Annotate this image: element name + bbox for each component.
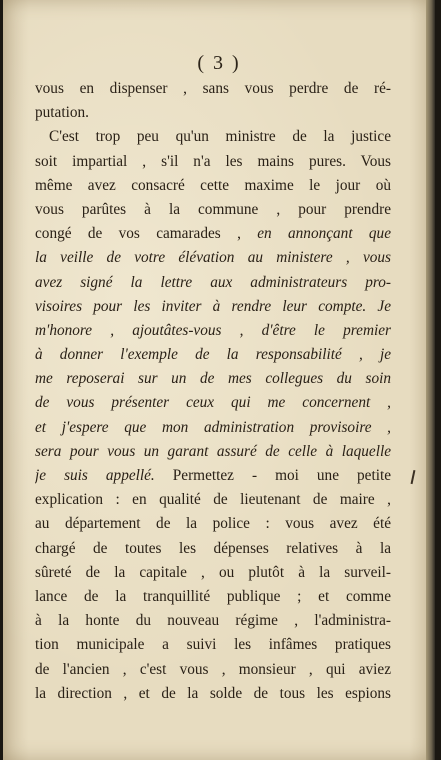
italic-text-segment: de vous présenter ceux qui me concernent , [35,394,391,412]
text-segment: même avez consacré cette maxime le jour où [35,176,391,194]
italic-text-segment: la veille de votre élévation au ministere , vous [35,249,391,267]
text-segment: tion municipale a suivi les infâmes pratiques [35,636,391,654]
book-spine [426,0,435,760]
text-segment: vous parûtes à la commune , pour prendre [35,200,391,218]
text-line [35,343,391,367]
italic-text-segment: à donner l'exemple de la responsabilité , je [35,346,391,364]
text-line [35,391,391,415]
text-line [35,198,391,222]
text-segment: explication : en qualité de lieutenant de maire , [35,491,391,509]
text-line [35,512,391,536]
text-line [35,609,391,633]
text-segment: au département de la police : vous avez été [35,515,391,533]
text-line [35,585,391,609]
text-segment: vous en dispenser , sans vous perdre de ré- [35,80,391,97]
text-line [35,295,391,319]
italic-text-segment: en annonçant que [257,225,391,243]
text-line [35,682,391,706]
text-segment: de l'ancien , c'est vous , monsieur , qui aviez [35,660,391,678]
italic-text-segment: me reposerai sur un de mes collegues du soin [35,370,391,388]
text-line [35,101,391,125]
text-segment: lance de la tranquillité publique ; et comme [35,587,391,605]
text-line [35,125,391,149]
page-number: ( 3 ) [197,52,241,74]
text-line [35,174,391,198]
italic-text-segment: m'honore , ajoutâtes-vous , d'être le premier [35,321,391,339]
italic-text-segment: sera pour vous un garant assuré de celle à laquelle [35,442,391,460]
italic-text-segment: visoires pour les inviter à rendre leur compte. Je [35,297,391,315]
italic-text-segment: je suis appellé. [35,467,155,484]
italic-text-segment: avez signé la lettre aux administrateurs pro- [35,273,391,291]
text-line [35,367,391,391]
text-line [35,633,391,657]
text-segment: à la honte du nouveau régime , l'administra- [35,612,391,630]
italic-text-segment: et j'espere que mon administration provisoire , [35,418,391,436]
text-segment: C'est trop peu qu'un ministre de la justice [49,128,391,146]
text-line [35,246,391,270]
text-segment: chargé de toutes les dépenses relatives à la [35,539,391,557]
text-line [35,488,391,512]
text-line [35,319,391,343]
text-segment: congé de vos camarades , [35,225,258,243]
text-line [35,537,391,561]
text-line [35,271,391,295]
body-text [35,77,391,706]
margin-mark [411,470,415,484]
text-segment: putation. [35,104,89,122]
text-line [35,658,391,682]
text-line [35,416,391,440]
text-line [35,464,391,488]
text-line [35,77,391,101]
text-line [35,222,391,246]
text-line [35,561,391,585]
text-segment: sûreté de la capitale , ou plutôt à la surveil- [35,563,391,581]
text-line [35,440,391,464]
text-segment: la direction , et de la solde de tous les espions [35,684,391,702]
book-page [3,0,435,760]
text-segment: soit impartial , s'il n'a les mains pures. Vous [35,152,391,170]
text-line [35,150,391,174]
text-segment: Permettez - moi une petite [154,467,391,484]
